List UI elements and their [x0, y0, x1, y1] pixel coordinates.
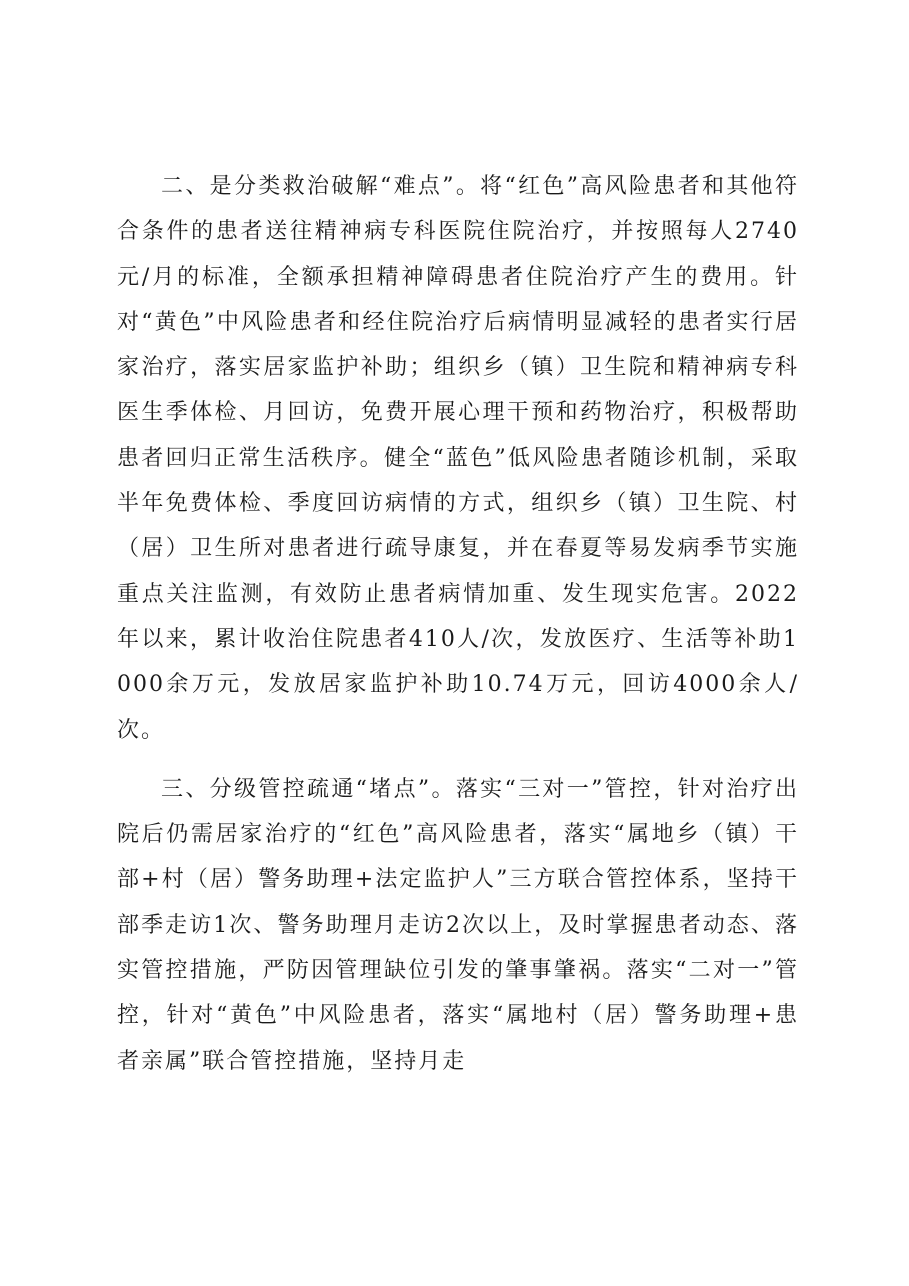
paragraph-treatment: 二、是分类救治破解“难点”。将“红色”高风险患者和其他符合条件的患者送往精神病专科医院住院治疗，并按照每人2740元/月的标准，全额承担精神障碍患者住院治疗产生的费用。针对“黄色”中风险患者和经住院治疗后病情明显减轻的患者实行居家治疗，落实居家监护补助；组织乡（镇）卫生院和精神病专科医生季体检、月回访，免费开展心理干预和药物治疗，积极帮助患者回归正常生活秩序。健全“蓝色”低风险患者随诊机制，采取半年免费体检、季度回访病情的方式，组织乡（镇）卫生院、村（居）卫生所对患者进行疏导康复，并在春夏等易发病季节实施重点关注监测，有效防止患者病情加重、发生现实危害。2022年以来，累计收治住院患者410人/次，发放医疗、生活等补助1000余万元，发放居家监护补助10.74万元，回访4000余人/次。 [117, 174, 799, 743]
document-body [117, 164, 799, 1084]
paragraph-control: 三、分级管控疏通“堵点”。落实“三对一”管控，针对治疗出院后仍需居家治疗的“红色”高风险患者，落实“属地乡（镇）干部+村（居）警务助理+法定监护人”三方联合管控体系，坚持干部季走访1次、警务助理月走访2次以上，及时掌握患者动态、落实管控措施，严防因管理缺位引发的肇事肇祸。落实“二对一”管控，针对“黄色”中风险患者，落实“属地村（居）警务助理+患者亲属”联合管控措施，坚持月走 [117, 776, 799, 1074]
